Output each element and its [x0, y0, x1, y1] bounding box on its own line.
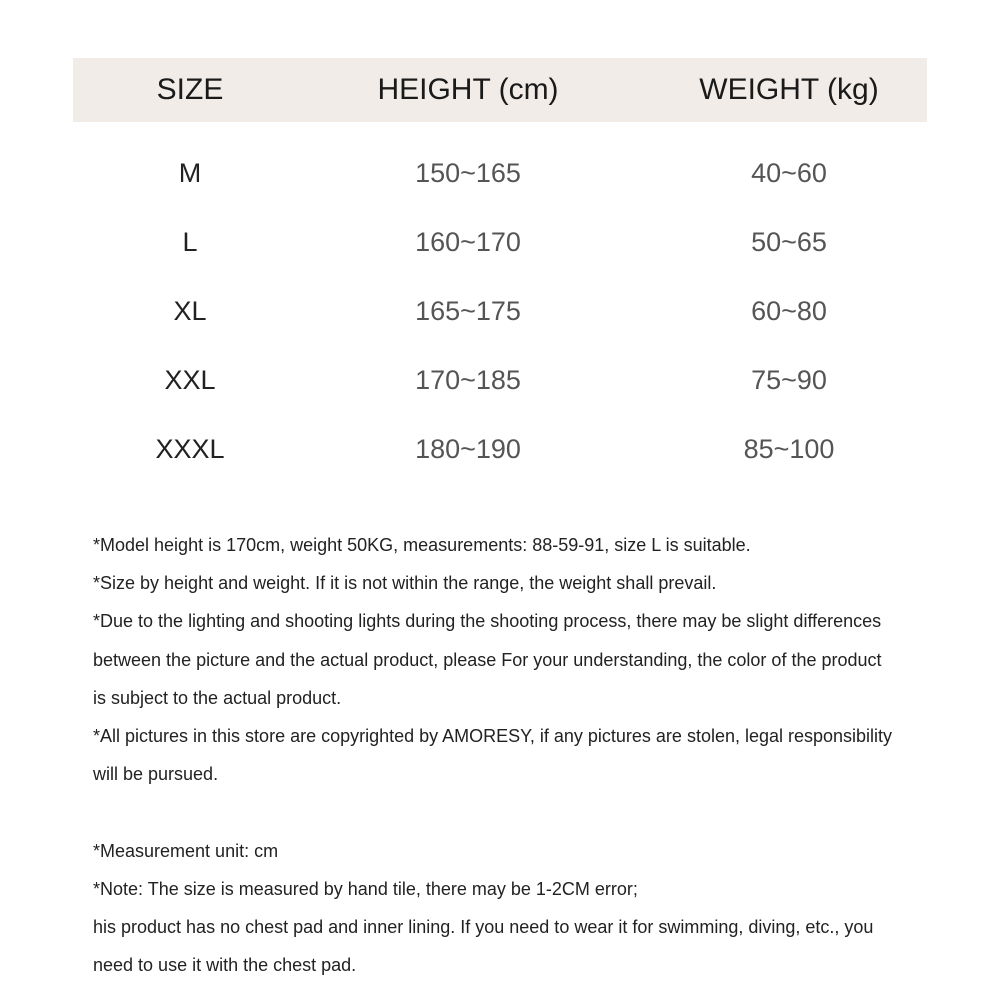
cell-height: 170~185 — [415, 365, 521, 395]
table-row — [73, 222, 927, 262]
note-error-line-3: need to use it with the chest pad. — [93, 955, 357, 976]
cell-size: XXL — [164, 365, 216, 395]
table-row — [73, 153, 927, 193]
table-row — [73, 360, 927, 400]
cell-weight: 60~80 — [751, 296, 827, 326]
cell-weight: 40~60 — [751, 158, 827, 188]
note-lighting-line-1: *Due to the lighting and shooting lights during the shooting process, there may be slight differences — [93, 611, 882, 632]
header-weight: WEIGHT (kg) — [699, 73, 879, 106]
table-row — [73, 291, 927, 331]
cell-height: 150~165 — [415, 158, 521, 188]
note-size-by: *Size by height and weight. If it is not within the range, the weight shall prevail. — [93, 573, 717, 594]
size-chart-table — [73, 58, 927, 464]
note-measurement-unit: *Measurement unit: cm — [93, 840, 279, 861]
table-header — [73, 58, 927, 122]
cell-weight: 75~90 — [751, 365, 827, 395]
note-model: *Model height is 170cm, weight 50KG, measurements: 88-59-91, size L is suitable. — [93, 535, 751, 555]
note-lighting-line-2: between the picture and the actual product, please For your understanding, the color of the product — [93, 649, 882, 670]
header-height: HEIGHT (cm) — [377, 73, 559, 106]
note-copyright-line-2: will be pursued. — [93, 764, 219, 785]
cell-size: XL — [173, 296, 207, 326]
cell-height: 160~170 — [415, 227, 521, 257]
product-notes — [93, 526, 933, 984]
cell-weight: 50~65 — [751, 227, 827, 257]
header-size: SIZE — [156, 73, 224, 106]
cell-size: XXXL — [155, 434, 225, 464]
cell-size: M — [178, 158, 202, 188]
spacer — [93, 793, 933, 831]
cell-weight: 85~100 — [743, 434, 835, 464]
cell-size: L — [182, 227, 198, 257]
cell-height: 165~175 — [415, 296, 521, 326]
note-error-line-2: his product has no chest pad and inner lining. If you need to wear it for swimming, diving, etc., you — [93, 916, 874, 937]
note-lighting-line-3: is subject to the actual product. — [93, 687, 342, 708]
table-row — [73, 429, 927, 469]
note-error-line-1: *Note: The size is measured by hand tile, there may be 1-2CM error; — [93, 878, 638, 899]
note-copyright-line-1: *All pictures in this store are copyrighted by AMORESY, if any pictures are stolen, legal responsibility — [93, 725, 893, 746]
cell-height: 180~190 — [415, 434, 521, 464]
